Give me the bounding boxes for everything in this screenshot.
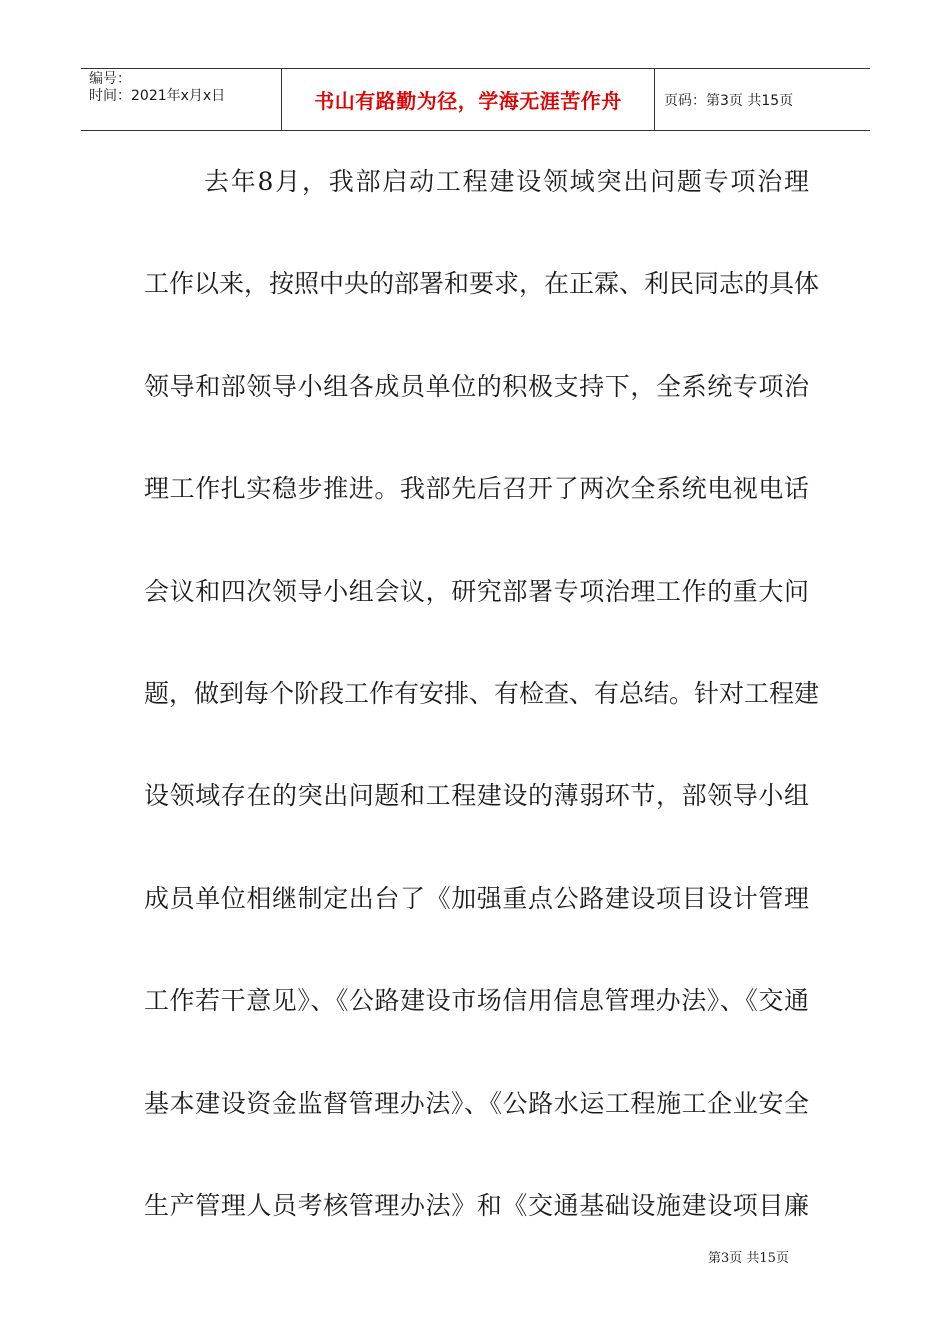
header-meta [81, 69, 282, 130]
body-line: 工作若干意见》、《公路建设市场信用信息管理办法》、《交通 [144, 986, 809, 1016]
body-line: 成员单位相继制定出台了《加强重点公路建设项目设计管理 [144, 883, 809, 913]
page-footer: 第3页 共15页 [708, 1251, 789, 1266]
body-line: 设领域存在的突出问题和工程建设的薄弱环节，部领导小组 [144, 781, 809, 811]
header-page-info: 页码：第3页 共15页 [664, 92, 794, 109]
document-number-label: 编号： [89, 71, 131, 87]
body-line: 基本建设资金监督管理办法》、《公路水运工程施工企业安全 [144, 1088, 809, 1118]
header-motto: 书山有路勤为径，学海无涯苦作舟 [282, 69, 655, 130]
body-line: 理工作扎实稳步推进。我部先后召开了两次全系统电视电话 [144, 474, 809, 504]
body-line: 生产管理人员考核管理办法》和《交通基础设施建设项目廉 [144, 1190, 809, 1220]
body-line: 工作以来，按照中央的部署和要求，在正霖、利民同志的具体 [144, 269, 820, 299]
body-line: 题，做到每个阶段工作有安排、有检查、有总结。针对工程建 [144, 678, 820, 708]
body-line: 领导和部领导小组各成员单位的积极支持下，全系统专项治 [144, 371, 809, 401]
document-body [144, 152, 820, 1278]
body-line: 去年8月，我部启动工程建设领域突出问题专项治理 [204, 167, 809, 196]
body-line: 会议和四次领导小组会议，研究部署专项治理工作的重大问 [144, 576, 809, 606]
page-header [81, 68, 870, 131]
document-date: 时间：2021年x月x日 [89, 88, 226, 104]
